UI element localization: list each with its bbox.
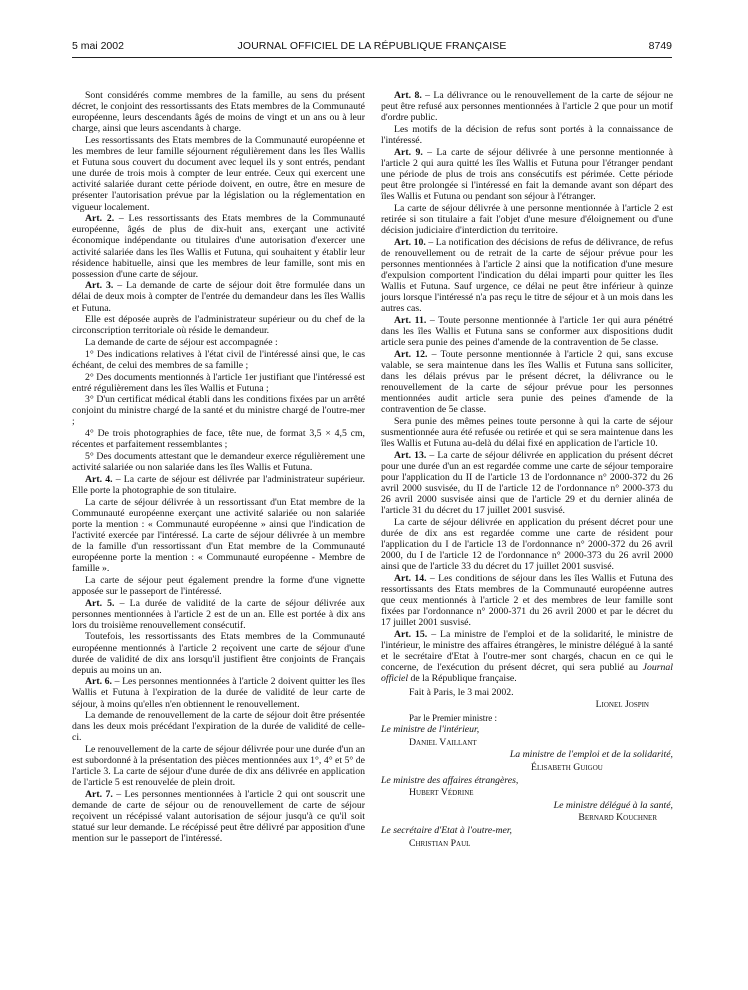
- paragraph: Toutefois, les ressortissants des Etats membres de la Communauté européenne mentionnés à l'article 2 reçoivent une carte de séjour d'une durée de validité de dix ans lorsqu'il justifient être conjoints de Français depuis au moins un an.: [72, 631, 365, 676]
- signature-block: [381, 687, 673, 851]
- paragraph: Sera punie des mêmes peines toute personne à qui la carte de séjour susmentionnée aura été refusée ou retirée et qui se sera maintenue dans les îles Wallis et Futuna au-delà du délai fixé en application de l'article 10.: [381, 415, 673, 450]
- paragraph: La carte de séjour peut également prendre la forme d'une vignette apposée sur le passeport de l'intéressé.: [72, 574, 365, 597]
- article-15: Art. 15. – La ministre de l'emploi et de la solidarité, le ministre de l'intérieur, le ministre des affaires étrangères, le ministre délégué à la santé et le secrétaire d'Etat à l'outre-mer sont chargés, chacun en ce qui le concerne, de l'exécution du présent décret, qui sera publié au Journal officiel de la République française.: [381, 629, 673, 685]
- article-9: Art. 9. – La carte de séjour délivrée à une personne mentionnée à l'article 2 qui aura quitté les îles Wallis et Futuna pour l'étranger pendant une période de plus de trois ans consécutifs est périmée. Cette période peut être prolongée si l'intéressé en fait la demande avant son départ des îles Wallis et Futuna ou pendant son séjour à l'étranger.: [381, 146, 673, 203]
- article-13: Art. 13. – La carte de séjour délivrée en application du présent décret pour une durée d'un an est regardée comme une carte de séjour temporaire pour l'application du II de l'article 13 de l'ordonnance n° 2000-372 du 26 avril 2000 susvisée, du II de l'article 12 de l'ordonnance n° 2000-373 du 26 avril 2000 susvisée ainsi que de l'article 29 et du dernier alinéa de l'article 31 du décret du 17 juillet 2001 susvisé.: [381, 449, 673, 517]
- list-item: 1° Des indications relatives à l'état civil de l'intéressé ainsi que, le cas échéant, de celui des membres de sa famille ;: [72, 348, 365, 371]
- article-11: Art. 11. – Toute personne mentionnée à l'article 1er qui aura pénétré dans les îles Wallis et Futuna sans se conformer aux dispositions dudit article sera punie des peines d'amende de la contravention de 5e classe.: [381, 314, 673, 349]
- left-column: [72, 90, 365, 970]
- article-7: Art. 7. – Les personnes mentionnées à l'article 2 qui ont souscrit une demande de carte de séjour ou de renouvellement de carte de séjour reçoivent un récépissé valant autorisation de séjour jusqu'à ce qu'il soit statué sur leur demande. Le récépissé peut être délivré par apposition d'une mention sur le passeport de l'intéressé.: [72, 789, 365, 845]
- article-3: Art. 3. – La demande de carte de séjour doit être formulée dans un délai de deux mois à compter de l'entrée du demandeur dans les îles Wallis et Futuna.: [72, 280, 365, 314]
- affaires-title: Le ministre des affaires étrangères,: [381, 774, 519, 786]
- paragraph: La carte de séjour délivrée à une personne mentionnée à l'article 2 est retirée si son titulaire a fait l'objet d'une mesure d'éloignement ou d'une décision judiciaire d'interdiction du territoire.: [381, 202, 673, 236]
- interieur-name: Daniel Vaillant: [409, 736, 477, 748]
- article-8: Art. 8. – La délivrance ou le renouvellement de la carte de séjour ne peut être refusé aux personnes mentionnées à l'article 2 que pour un motif d'ordre public.: [381, 90, 673, 124]
- article-2: Art. 2. – Les ressortissants des Etats membres de la Communauté européenne, âgés de plus de dix-huit ans, exerçant une activité économique indépendante ou titulaires d'une autorisation d'exercer une activité salariée dans les îles Wallis et Futuna, qui souhaitent y établir leur résidence habituelle, ainsi que les membres de leur famille, sont mis en possession d'une carte de séjour.: [72, 213, 365, 280]
- list-item: 2° Des documents mentionnés à l'article 1er justifiant que l'intéressé est entré régulièrement dans les îles Wallis et Futuna ;: [72, 371, 365, 394]
- header-rule: [72, 57, 672, 58]
- sante-title: Le ministre délégué à la santé,: [553, 799, 673, 811]
- paragraph: Sont considérés comme membres de la famille, au sens du présent décret, le conjoint des ressortissants des Etats membres de la Communauté européenne, leurs descendants âgés de moins de vingt et un ans ou à leur charge, ainsi que leurs ascendants à charge.: [72, 90, 365, 135]
- emploi-title: La ministre de l'emploi et de la solidarité,: [509, 749, 673, 761]
- article-14: Art. 14. – Les conditions de séjour dans les îles Wallis et Futuna des ressortissants des Etats membres de la Communauté européenne autres que ceux mentionnés à l'article 2 et des membres de leur famille sont fixées par l'ordonnance n° 2000-371 du 26 avril 2000 et par le décret du 17 juillet 2001 susvisé.: [381, 572, 673, 629]
- paragraph: Elle est déposée auprès de l'administrateur supérieur ou du chef de la circonscription territoriale où réside le demandeur.: [72, 314, 365, 337]
- page-header: [72, 38, 672, 54]
- place-date: Fait à Paris, le 3 mai 2002.: [409, 686, 514, 698]
- paragraph: La carte de séjour délivrée en application du présent décret pour une durée de dix ans est regardée comme une carte de résident pour l'application du I de l'article 13 de l'ordonnance n° 2000-372 du 26 avril 2000, du I de l'article 12 de l'ordonnance n° 2000-373 du 26 avril 2000 ainsi que de l'article 33 du décret du 17 juillet 2001 susvisé.: [381, 516, 673, 573]
- interieur-title: Le ministre de l'intérieur,: [381, 724, 480, 736]
- list-item: 4° De trois photographies de face, tête nue, de format 3,5 × 4,5 cm, récentes et parfaitement ressemblantes ;: [72, 428, 365, 451]
- paragraph: La demande de carte de séjour est accompagnée :: [85, 337, 278, 349]
- outremer-name: Christian Paul: [409, 837, 471, 849]
- paragraph: La demande de renouvellement de la carte de séjour doit être présentée dans les deux mois précédant l'expiration de la durée de validité de celle-ci.: [72, 710, 365, 744]
- article-5: Art. 5. – La durée de validité de la carte de séjour délivrée aux personnes mentionnées à l'article 2 est de un an. Elle est portée à dix ans lors du troisième renouvellement consécutif.: [72, 597, 365, 631]
- article-6: Art. 6. – Les personnes mentionnées à l'article 2 doivent quitter les îles Wallis et Futuna à l'expiration de la durée de validité de leur carte de séjour, à moins qu'elles n'en obtiennent le renouvellement.: [72, 676, 365, 710]
- header-title: JOURNAL OFFICIEL DE LA RÉPUBLIQUE FRANÇAISE: [237, 40, 507, 52]
- paragraph: Les ressortissants des Etats membres de la Communauté européenne et les membres de leur famille séjournent régulièrement dans les îles Wallis et Futuna sous couvert du document avec lequel ils y sont entrés, pendant une durée de trois mois à compter de leur entrée. Ceux qui exercent une activité salariée durant cette période doivent, en outre, être en mesure de présenter l'autorisation prévue par la législation ou la réglementation en vigueur localement.: [72, 134, 365, 213]
- paragraph: La carte de séjour délivrée à un ressortissant d'un Etat membre de la Communauté européenne exerçant une activité salariée ou non salariée porte la mention : « Communauté européenne » ainsi que l'indication de l'activité exercée par l'intéressé. La carte de séjour délivrée à un membre de la famille d'un ressortissant d'un Etat membre de la Communauté européenne porte la mention : « Communauté européenne - Membre de famille ».: [72, 496, 365, 575]
- article-4: Art. 4. – La carte de séjour est délivrée par l'administrateur supérieur. Elle porte la photographie de son titulaire.: [72, 473, 365, 496]
- list-item: 5° Des documents attestant que le demandeur exerce régulièrement une activité salariée ou non salariée dans les îles Wallis et Futuna.: [72, 450, 365, 474]
- paragraph: Le renouvellement de la carte de séjour délivrée pour une durée d'un an est subordonné à la présentation des pièces mentionnées aux 1°, 4° et 5° de l'article 3. La carte de séjour d'une durée de dix ans délivrée en application de l'article 5 est renouvelée de plein droit.: [72, 744, 365, 789]
- article-12: Art. 12. – Toute personne mentionnée à l'article 2 qui, sans excuse valable, se sera maintenue dans les îles Wallis et Futuna sans solliciter, dans les délais prévus par le présent décret, la délivrance ou le renouvellement de la carte de séjour prévue pour les personnes mentionnées audit article sera punie des peines d'amende de la contravention de 5e classe.: [381, 348, 673, 416]
- by-prime-minister: Par le Premier ministre :: [409, 712, 497, 723]
- sante-name: Bernard Kouchner: [578, 812, 657, 824]
- article-10: Art. 10. – La notification des décisions de refus de délivrance, de refus de renouvellement ou de retrait de la carte de séjour prévue pour les personnes mentionnées à l'article 2 ainsi que la notification d'une mesure d'expulsion comportent l'indication du délai imparti pour quitter les îles Wallis et Futuna. Sauf urgence, ce délai ne peut être inférieur à quinze jours lorsque l'intéressé n'a pas reçu le titre de séjour et à un mois dans les autres cas.: [381, 236, 673, 315]
- affaires-name: Hubert Védrine: [409, 787, 474, 799]
- outremer-title: Le secrétaire d'Etat à l'outre-mer,: [381, 825, 512, 837]
- paragraph: Les motifs de la décision de refus sont portés à la connaissance de l'intéressé.: [381, 123, 673, 146]
- prime-minister-name: Lionel Jospin: [595, 699, 649, 711]
- header-date: 5 mai 2002: [72, 40, 124, 52]
- list-item: 3° D'un certificat médical établi dans les conditions fixées par un arrêté conjoint du ministre chargé de la santé et du ministre chargé de l'outre-mer ;: [72, 394, 365, 428]
- right-column: [381, 90, 673, 970]
- header-page-number: 8749: [648, 40, 672, 52]
- emploi-name: Élisabeth Guigou: [531, 762, 603, 774]
